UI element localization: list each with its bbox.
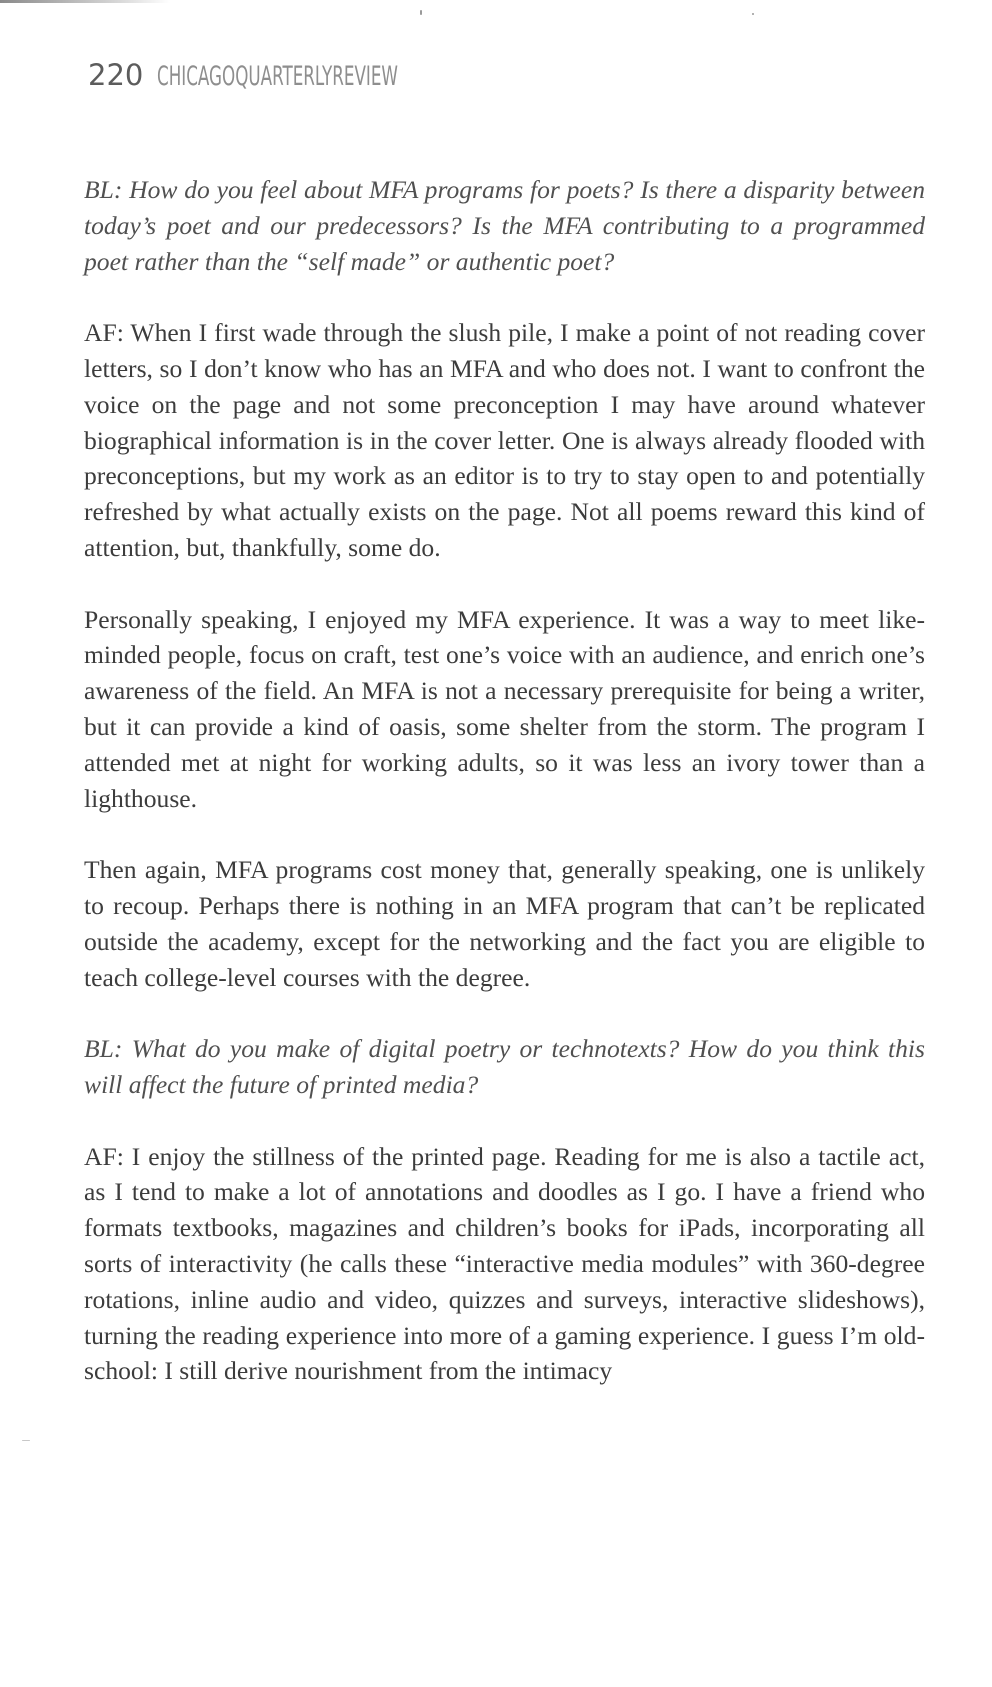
interview-question: BL: What do you make of digital poetry or technotexts? How do you think this will affect the future of printed media? bbox=[84, 1034, 925, 1099]
journal-title: CHICAGOQUARTERLYREVIEW bbox=[157, 61, 399, 92]
interview-answer: AF: I enjoy the stillness of the printed page. Reading for me is also a tactile act, as I tend to make a lot of annotations and doodles as I go. I have a friend who formats textbooks, magazines and children’s books for iPads, incorporating all sorts of interactivity (he calls these “interactive media modules” with 360-degree rotations, inline audio and video, quizzes and surveys, interactive slideshows), turning the reading experience into more of a gaming experience. I guess I’m old-school: I still derive nourishment from the intimacy bbox=[84, 1141, 925, 1386]
scan-speck bbox=[22, 1440, 30, 1441]
running-head bbox=[88, 58, 546, 92]
interview-body bbox=[84, 172, 925, 1389]
scan-speck bbox=[420, 10, 422, 15]
interview-answer: AF: When I first wade through the slush pile, I make a point of not reading cover letters, so I don’t know who has an MFA and who does not. I want to confront the voice on the page and not some preconception I may have around whatever biographical information is in the cover letter. One is always already flooded with preconceptions, but my work as an editor is to try to stay open to and potentially refreshed by what actually exists on the page. Not all poems reward this kind of attention, but, thankfully, some do. bbox=[84, 318, 925, 562]
scan-edge-shadow bbox=[0, 0, 170, 3]
interview-answer-continued: Personally speaking, I enjoyed my MFA experience. It was a way to meet like-minded people, focus on craft, test one’s voice with an audience, and enrich one’s awareness of the field. An MFA is not a necessary prerequisite for being a writer, but it can provide a kind of oasis, some shelter from the storm. The program I attended met at night for working adults, so it was less an ivory tower than a lighthouse. bbox=[84, 604, 925, 813]
scan-speck bbox=[752, 13, 754, 15]
interview-answer-continued: Then again, MFA programs cost money that, generally speaking, one is unlikely to recoup. Perhaps there is nothing in an MFA program that can’t be replicated outside the academy, except for the networking and the fact you are eligible to teach college-level courses with the degree. bbox=[84, 855, 925, 992]
interview-question: BL: How do you feel about MFA programs for poets? Is there a disparity between today’s poet and our predecessors? Is the MFA contributing to a programmed poet rather than the “self made” or authentic poet? bbox=[84, 175, 925, 276]
page-number: 220 bbox=[88, 58, 144, 92]
